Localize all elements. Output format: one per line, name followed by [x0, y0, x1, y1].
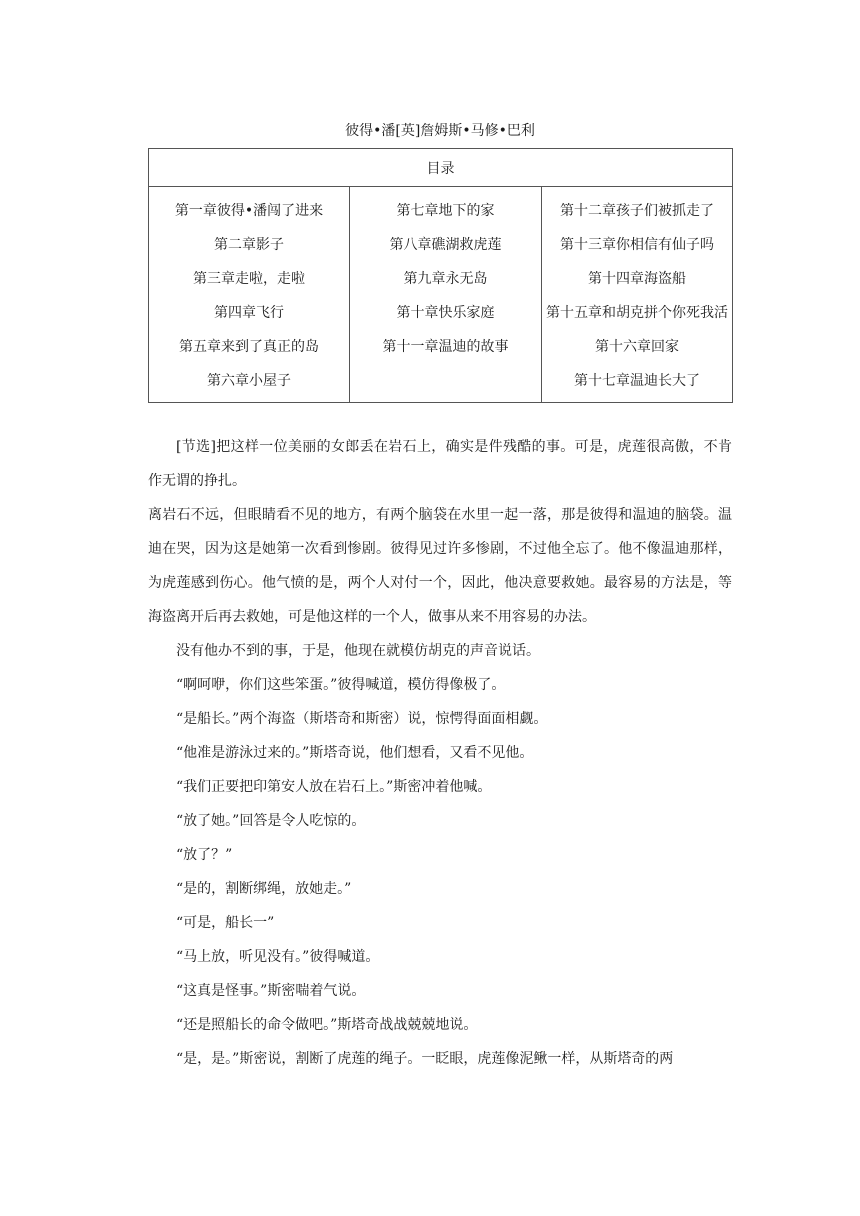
toc-item: 第十章快乐家庭	[396, 305, 495, 321]
toc-item: 第四章飞行	[214, 305, 284, 321]
paragraph: 离岩石不远，但眼睛看不见的地方，有两个脑袋在水里一起一落，那是彼得和温迪的脑袋。温迪在哭，因为这是她第一次看到惨剧。彼得见过许多惨剧，不过他全忘了。他不像温迪那样，为虎莲感到伤心。他气愤的是，两个人对付一个，因此，他决意要救她。最容易的方法是，等海盗离开后再去救她，可是他这样的一个人，做事从来不用容易的办法。	[148, 507, 732, 625]
toc-item: 第六章小屋子	[207, 373, 291, 389]
toc-item: 第三章走啦，走啦	[193, 271, 305, 287]
toc-item: 第十二章孩子们被抓走了	[560, 203, 715, 219]
table-of-contents	[148, 148, 733, 403]
dialogue-line: “我们正要把印第安人放在岩石上。”斯密冲着他喊。	[176, 779, 492, 795]
toc-heading: 目录	[149, 149, 733, 187]
toc-item: 第五章来到了真正的岛	[179, 339, 319, 355]
dialogue-line: “这真是怪事。”斯密喘着气说。	[176, 983, 366, 999]
toc-item: 第九章永无岛	[403, 271, 488, 287]
toc-column-3	[542, 187, 733, 403]
dialogue-line: “他准是游泳过来的。”斯塔奇说，他们想看，又看不见他。	[176, 745, 534, 761]
dialogue-line: “啊呵咿，你们这些笨蛋。”彼得喊道，模仿得像极了。	[176, 677, 506, 693]
toc-item: 第十一章温迪的故事	[382, 339, 509, 355]
dialogue-line: “还是照船长的命令做吧。”斯塔奇战战兢兢地说。	[176, 1017, 478, 1033]
toc-item: 第十七章温迪长大了	[574, 373, 701, 389]
toc-column-1	[149, 187, 350, 403]
dialogue-line: “是，是。”斯密说，割断了虎莲的绳子。一眨眼，虎莲像泥鳅一样，从斯塔奇的两	[176, 1051, 674, 1067]
toc-item: 第一章彼得•潘闯了进来	[174, 203, 324, 219]
dialogue-line: “马上放，听见没有。”彼得喊道。	[176, 949, 380, 965]
story-excerpt	[148, 430, 732, 1076]
toc-item: 第二章影子	[214, 237, 284, 253]
toc-item: 第十三章你相信有仙子吗	[560, 237, 715, 253]
toc-item: 第十五章和胡克拼个你死我活	[546, 305, 729, 321]
dialogue-line: “放了？”	[176, 847, 233, 863]
dialogue-line: “放了她。”回答是令人吃惊的。	[176, 813, 366, 829]
dialogue-line: “是的，割断绑绳，放她走。”	[176, 881, 352, 897]
toc-item: 第十四章海盗船	[588, 271, 687, 287]
toc-item: 第八章礁湖救虎莲	[389, 237, 502, 253]
page-title: 彼得•潘[英]詹姆斯•马修•巴利	[345, 123, 535, 139]
dialogue-line: “可是，船长一”	[176, 915, 275, 931]
toc-item: 第十六章回家	[595, 339, 680, 355]
dialogue-line: “是船长。”两个海盗（斯塔奇和斯密）说，惊愕得面面相觑。	[176, 711, 548, 727]
toc-column-2	[350, 187, 542, 403]
paragraph: [节选]把这样一位美丽的女郎丢在岩石上，确实是件残酷的事。可是，虎莲很高傲，不肯作无谓的挣扎。	[148, 439, 732, 489]
toc-item: 第七章地下的家	[396, 203, 495, 219]
paragraph: 没有他办不到的事，于是，他现在就模仿胡克的声音说话。	[176, 643, 540, 659]
